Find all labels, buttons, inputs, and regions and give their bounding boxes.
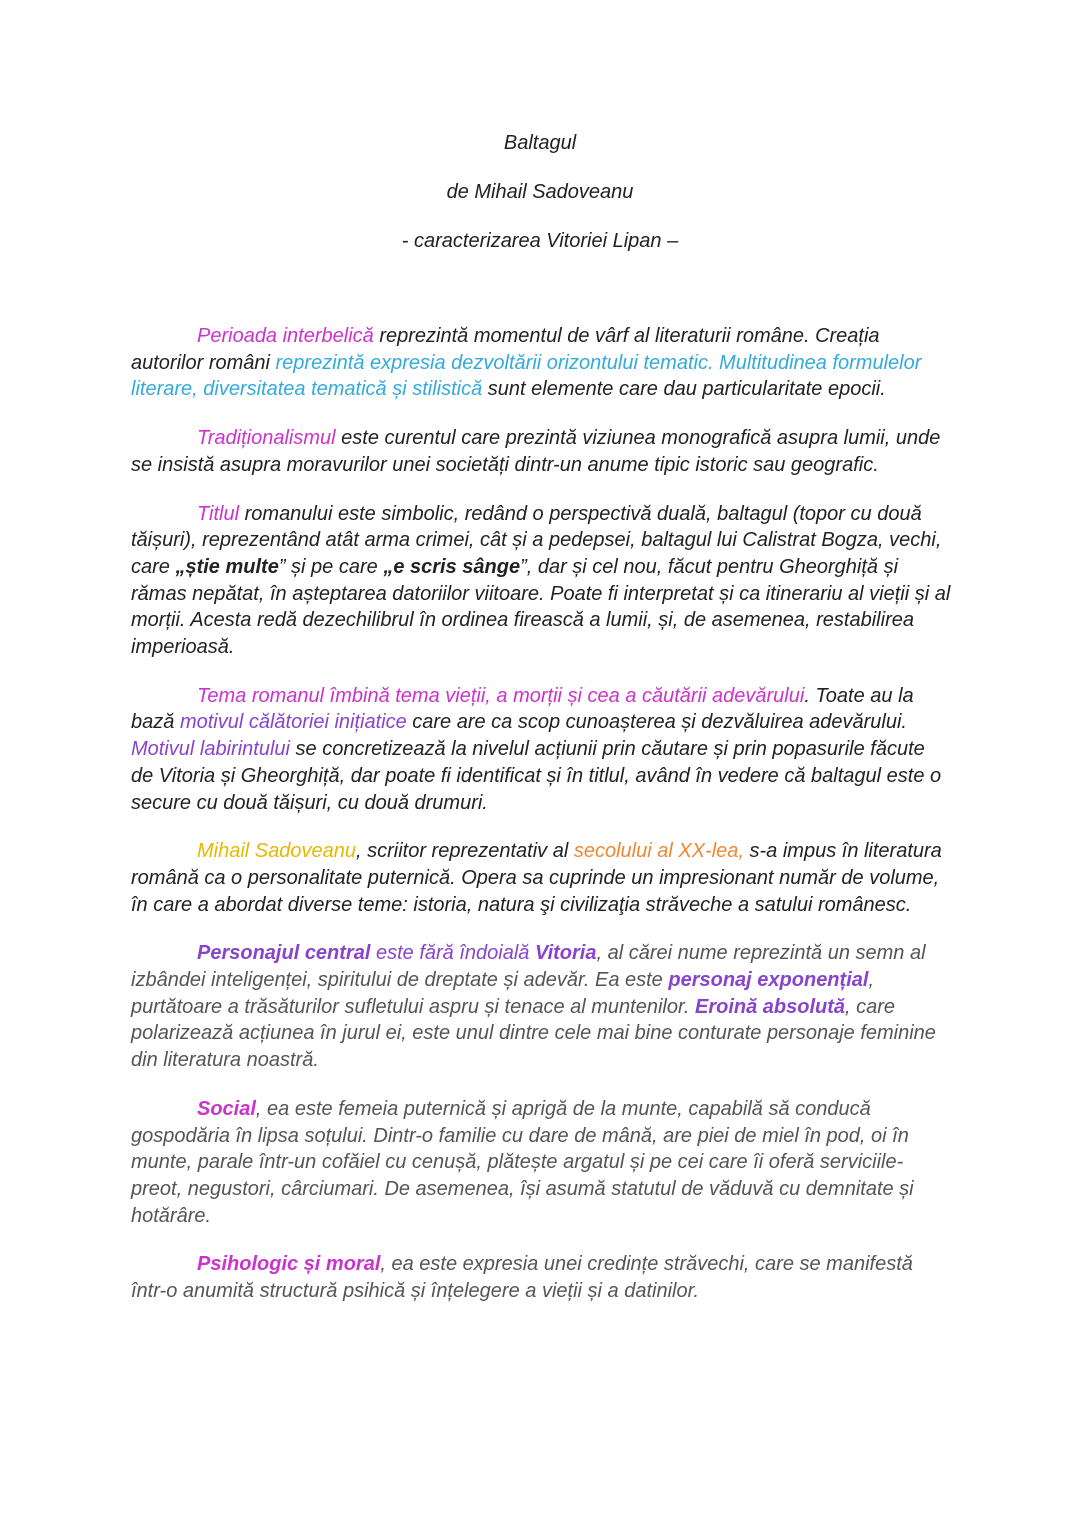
text-span: , purtătoare a trăsăturilor sufletului aspru și tenace al muntenilor. xyxy=(131,969,874,1018)
text-span: , al cărei nume reprezintă un semn al izbândei inteligenței, spiritului de dreptate și adevăr. Ea este xyxy=(131,942,926,992)
paragraph-social xyxy=(131,1096,951,1230)
text-span: , scriitor reprezentativ al xyxy=(356,840,574,863)
highlight-phrase: reprezintă expresia dezvoltării orizontului tematic. Multitudinea formulelor literare, diversitatea tematică și stilistică xyxy=(131,351,922,401)
text-span: , care polarizează acțiunea în jurul ei, este unul dintre cele mai bine conturate personaje feminine din literatura noastră. xyxy=(131,995,936,1072)
paragraph-title xyxy=(131,501,951,661)
paragraph-traditionalism xyxy=(131,425,951,478)
document-title: Baltagul xyxy=(503,132,577,154)
highlight-bold-term: Psihologic și moral xyxy=(197,1253,381,1276)
document-body xyxy=(131,323,951,1327)
highlight-term: Tema romanul îmbină tema vieții, a morții și cea a căutării adevărului xyxy=(197,684,805,707)
highlight-term: Tradiționalismul xyxy=(197,427,336,450)
highlight-bold-term: Eroină absolută xyxy=(695,995,846,1018)
paragraph-interbellic-period xyxy=(131,323,951,403)
highlight-author: Mihail Sadoveanu xyxy=(197,840,356,863)
highlight-phrase: este fără îndoială xyxy=(370,942,535,965)
highlight-motif: motivul călătoriei inițiatice xyxy=(179,711,407,734)
paragraph-theme xyxy=(131,683,951,817)
paragraph-psychological xyxy=(131,1251,951,1304)
document-subtitle: - caracterizarea Vitoriei Lipan – xyxy=(401,230,679,252)
text-span: s-a impus în literatura română ca o personalitate puternică. Opera sa cuprinde un impresionant număr de volume, în care a abordat diverse teme: istoria, natura şi civilizaţia străveche a satului românesc. xyxy=(131,840,942,916)
document-author: de Mihail Sadoveanu xyxy=(446,181,634,203)
highlight-term: Titlul xyxy=(197,502,240,525)
text-span: , ea este expresia unei credințe străvechi, care se manifestă într-o anumită structură psihică și înțelegere a vieții și a datinilor. xyxy=(131,1253,913,1303)
text-span: reprezintă momentul de vârf al literaturii române. Creația autorilor români xyxy=(131,325,880,374)
paragraph-central-character xyxy=(131,940,951,1074)
text-span: ” și pe care xyxy=(278,555,384,578)
text-span: ”, dar și cel nou, făcut pentru Gheorghiță și rămas nepătat, în așteptarea datoriilor viitoare. Poate fi interpretat și ca itinerariu al vieții și al morții. Acesta redă dezechilibrul în ordinea firească a lumii, și, de asemenea, restabilirea imperioasă. xyxy=(131,555,951,659)
highlight-bold-term: Vitoria xyxy=(534,942,597,965)
highlight-term: Perioada interbelică xyxy=(197,325,374,347)
paragraph-author xyxy=(131,838,951,918)
text-span: care are ca scop cunoașterea și dezvăluirea adevărului. xyxy=(406,711,907,734)
text-span: sunt elemente care dau particularitate epocii. xyxy=(482,378,886,401)
highlight-bold-term: Personajul central xyxy=(197,942,371,965)
highlight-bold-term: Social xyxy=(197,1097,256,1120)
highlight-bold-term: personaj exponențial xyxy=(668,969,869,992)
text-span: . Toate au la bază xyxy=(131,684,914,734)
text-span: este curentul care prezintă viziunea monografică asupra lumii, unde se insistă asupra moravurilor unei societăți dintr-un anume tipic istoric sau geografic. xyxy=(131,427,941,476)
bold-quote: „e scris sânge xyxy=(383,555,521,578)
highlight-motif: Motivul labirintului xyxy=(131,738,290,761)
highlight-century: secolului al XX-lea, xyxy=(573,840,744,863)
text-span: , ea este femeia puternică și aprigă de la munte, capabilă să conducă gospodăria în lipsa soțului. Dintr-o familie cu dare de mână, are piei de miel în pod, oi în munte, parale într-un cofăiel cu cenușă, plătește argatul și pe cei care îi oferă serviciile-preot, negustori, cârciumari. De asemenea, își asumă statutul de văduvă cu demnitate și hotărâre. xyxy=(131,1097,914,1227)
text-span: romanului este simbolic, redând o perspectivă duală, baltagul (topor cu două tăișuri), reprezentând atât arma crimei, cât și a pedepsei, baltagul lui Calistrat Bogza, vechi, care xyxy=(131,502,942,578)
document-header xyxy=(0,128,1080,275)
bold-quote: „știe multe xyxy=(175,555,279,578)
text-span: se concretizează la nivelul acțiunii prin căutare și prin popasurile făcute de Vitoria și Gheorghiță, dar poate fi identificat și în titlul, având în vedere că baltagul este o secure cu două tăișuri, cu două drumuri. xyxy=(131,738,942,814)
